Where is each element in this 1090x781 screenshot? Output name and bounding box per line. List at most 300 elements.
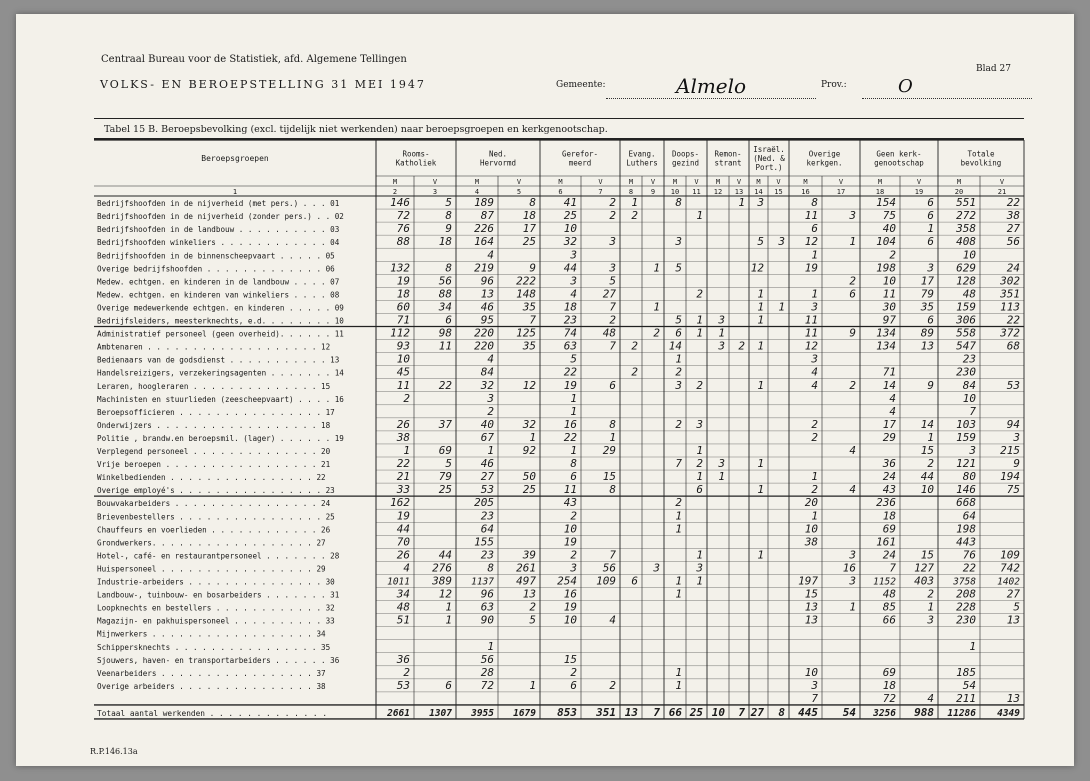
cell-value: 72 (396, 209, 410, 223)
cell-value: 3 (849, 548, 856, 562)
cell-value: 5 (445, 196, 452, 210)
cell-value: 1 (696, 444, 703, 457)
cell-value: 95 (480, 313, 494, 327)
cell-value: 4 (811, 365, 818, 379)
cell-value: 3758 (953, 576, 976, 588)
cell-value: 93 (396, 339, 410, 353)
cell-value: 3 (811, 678, 818, 692)
cell-value: 6 (811, 222, 818, 236)
cell-value: 742 (1000, 561, 1020, 575)
cell-value: 185 (956, 665, 976, 679)
sex-subheader: M (803, 178, 808, 186)
cell-value: 5 (570, 352, 577, 366)
cell-value: 1 (445, 600, 452, 614)
row-label: Bedienaars van de godsdienst . . . . . . . . . . . 13 (97, 355, 340, 365)
cell-value: 3 (696, 417, 703, 431)
cell-value: 27 (1006, 587, 1020, 601)
cell-value: 2 (570, 509, 577, 523)
cell-value: 3 (718, 313, 725, 327)
cell-value: 63 (563, 339, 577, 353)
cell-value: 3 (675, 235, 682, 249)
column-number: 5 (516, 188, 522, 196)
sex-subheader: V (776, 178, 781, 186)
cell-value: 148 (516, 287, 536, 301)
cell-value: 11 (438, 339, 452, 353)
cell-value: 11 (563, 483, 577, 497)
cell-value: 155 (474, 535, 494, 549)
cell-value: 5 (757, 235, 764, 249)
cell-value: 3 (487, 391, 494, 405)
cell-value: 3 (696, 561, 703, 575)
cell-value: 16 (563, 587, 577, 601)
cell-value: 85 (882, 600, 896, 614)
cell-value: 69 (882, 665, 896, 679)
row-label: Overige bedrijfshoofden . . . . . . . . . . . . . 06 (97, 264, 335, 274)
cell-value: 22 (563, 365, 577, 379)
cell-value: 34 (438, 300, 452, 314)
row-label: Bedrijfshoofden in de nijverheid (met pers.) . . . 01 (97, 199, 340, 209)
cell-value: 13 (1006, 613, 1020, 627)
row-label: Bedrijfshoofden in de landbouw . . . . . . . . . . 03 (97, 225, 340, 235)
cell-value: 6 (849, 287, 856, 301)
cell-value: 2 (696, 457, 703, 471)
cell-value: 358 (956, 222, 976, 236)
cell-value: 194 (1000, 470, 1020, 484)
total-value: 25 (689, 705, 703, 719)
cell-value: 2 (403, 391, 410, 405)
cell-value: 25 (522, 483, 536, 497)
cell-value: 6 (927, 196, 934, 210)
total-value: 54 (842, 705, 856, 719)
cell-value: 7 (609, 300, 616, 314)
total-value: 2661 (387, 707, 410, 719)
cell-value: 128 (956, 274, 976, 288)
cell-value: 5 (445, 457, 452, 471)
cell-value: 12 (438, 587, 452, 601)
cell-value: 13 (804, 600, 818, 614)
cell-value: 18 (396, 287, 410, 301)
cell-value: 48 (962, 287, 976, 301)
cell-value: 3 (849, 574, 856, 588)
total-value: 3256 (873, 707, 896, 719)
cell-value: 27 (480, 470, 494, 484)
sex-subheader: V (736, 178, 742, 186)
cell-value: 222 (516, 274, 536, 288)
cell-value: 2 (609, 196, 616, 210)
cell-value: 36 (396, 652, 410, 666)
cell-value: 7 (529, 313, 536, 327)
cell-value: 403 (914, 574, 934, 588)
cell-value: 4 (849, 444, 856, 457)
row-label: Sjouwers, haven- en transportarbeiders . . . . . . 36 (97, 655, 340, 665)
cell-value: 1 (927, 222, 934, 236)
cell-value: 15 (920, 444, 934, 457)
cell-value: 30 (882, 300, 896, 314)
cell-value: 146 (956, 483, 976, 497)
cell-value: 18 (882, 678, 896, 692)
cell-value: 20 (804, 496, 818, 510)
column-number: 3 (432, 188, 438, 196)
cell-value: 84 (480, 365, 494, 379)
cell-value: 43 (882, 483, 896, 497)
cell-value: 15 (563, 652, 577, 666)
cell-value: 1 (849, 600, 856, 614)
cell-value: 1 (403, 444, 410, 457)
cell-value: 80 (962, 470, 976, 484)
cell-value: 6 (927, 313, 934, 327)
cell-value: 408 (956, 235, 976, 249)
cell-value: 10 (563, 613, 577, 627)
cell-value: 302 (1000, 274, 1020, 288)
cell-value: 74 (563, 326, 577, 340)
cell-value: 22 (1006, 313, 1020, 327)
cell-value: 8 (445, 209, 452, 223)
column-number: 10 (670, 188, 680, 196)
cell-value: 109 (1000, 548, 1020, 562)
cell-value: 1 (849, 235, 856, 249)
cell-value: 26 (396, 417, 410, 431)
cell-value: 547 (956, 339, 976, 353)
cell-value: 60 (396, 300, 410, 314)
cell-value: 16 (563, 417, 577, 431)
column-number: 9 (650, 188, 656, 196)
cell-value: 21 (396, 470, 410, 484)
row-label: Landbouw-, tuinbouw- en bosarbeiders . . . . . . . 31 (97, 590, 340, 600)
cell-value: 54 (962, 678, 976, 692)
row-label: Ambtenaren . . . . . . . . . . . . . . . . . . . 12 (97, 342, 331, 352)
cell-value: 132 (390, 261, 410, 275)
sex-subheader: M (474, 178, 480, 186)
total-value: 3955 (471, 707, 494, 719)
cell-value: 16 (842, 561, 856, 575)
cell-value: 71 (396, 313, 410, 327)
cell-value: 29 (882, 430, 896, 444)
cell-value: 272 (956, 209, 976, 223)
row-label: Loopknechts en bestellers . . . . . . . . . . . . 32 (97, 603, 335, 613)
cell-value: 24 (1006, 261, 1020, 275)
cell-value: 44 (563, 261, 577, 275)
cell-value: 1 (738, 196, 745, 210)
cell-value: 4 (849, 483, 856, 497)
cell-value: 8 (570, 457, 577, 471)
cell-value: 6 (609, 378, 616, 392)
cell-value: 6 (675, 326, 682, 340)
cell-value: 9 (445, 222, 452, 236)
column-group-header: Totale (967, 149, 995, 159)
cell-value: 38 (804, 535, 818, 549)
cell-value: 7 (889, 561, 896, 575)
cell-value: 219 (474, 261, 494, 275)
column-group-header: strant (714, 158, 742, 168)
cell-value: 56 (480, 652, 494, 666)
cell-value: 6 (445, 678, 452, 692)
cell-value: 15 (602, 470, 616, 484)
cell-value: 1 (487, 444, 494, 457)
cell-value: 261 (516, 561, 536, 575)
cell-value: 351 (1000, 287, 1020, 301)
cell-value: 96 (480, 587, 494, 601)
cell-value: 1 (757, 483, 764, 497)
cell-value: 10 (804, 522, 818, 536)
cell-value: 35 (522, 339, 536, 353)
column-group-header: Doops- (671, 149, 700, 159)
cell-value: 134 (876, 326, 896, 340)
cell-value: 226 (474, 222, 494, 236)
cell-value: 53 (480, 483, 494, 497)
cell-value: 3 (570, 248, 577, 262)
column-number: 1 (232, 188, 238, 196)
cell-value: 551 (956, 196, 976, 210)
cell-value: 1 (696, 470, 703, 484)
total-value: 7 (738, 705, 745, 719)
cell-value: 24 (882, 548, 896, 562)
cell-value: 56 (602, 561, 616, 575)
column-group-header: kerkgen. (806, 158, 843, 168)
cell-value: 22 (396, 457, 410, 471)
cell-value: 7 (969, 404, 976, 418)
cell-value: 68 (1006, 339, 1020, 353)
cell-value: 1 (445, 613, 452, 627)
cell-value: 3 (969, 444, 976, 457)
column-group-header: Evang. (628, 149, 656, 159)
cell-value: 164 (474, 235, 494, 249)
row-label: Overige medewerkende echtgen. en kinderen . . . . . 09 (97, 303, 344, 313)
column-group-header: Remon- (714, 149, 742, 159)
cell-value: 3 (757, 196, 764, 210)
cell-value: 2 (696, 378, 703, 392)
cell-value: 2 (631, 365, 638, 379)
cell-value: 2 (675, 496, 682, 510)
row-label: Machinisten en stuurlieden (zeescheepvaart) . . . . 16 (97, 394, 344, 404)
cell-value: 4 (889, 391, 896, 405)
row-label: Industrie-arbeiders . . . . . . . . . . . . . . . 30 (97, 577, 335, 587)
cell-value: 76 (962, 548, 976, 562)
column-group-header: (Ned. & (753, 154, 785, 163)
cell-value: 43 (563, 496, 577, 510)
cell-value: 23 (962, 352, 976, 366)
total-value: 66 (668, 705, 682, 719)
cell-value: 23 (563, 313, 577, 327)
cell-value: 443 (956, 535, 976, 549)
total-value: 988 (914, 705, 934, 719)
cell-value: 3 (718, 457, 725, 471)
column-group-header: bevolking (960, 158, 1002, 168)
cell-value: 44 (920, 470, 934, 484)
cell-value: 50 (522, 470, 536, 484)
column-number: 11 (692, 188, 701, 196)
cell-value: 27 (1006, 222, 1020, 236)
table-title: Tabel 15 B. Beroepsbevolking (excl. tijdelijk niet werkenden) naar beroepsgroepen en kerkgenootschap. (104, 124, 608, 135)
sex-subheader: V (516, 178, 522, 186)
cell-value: 35 (522, 300, 536, 314)
row-label: Verplegend personeel . . . . . . . . . . . . . . 20 (97, 447, 331, 456)
cell-value: 1 (529, 678, 536, 692)
cell-value: 1 (811, 287, 818, 301)
cell-value: 3 (811, 352, 818, 366)
total-value: 7 (653, 705, 660, 719)
cell-value: 14 (668, 339, 682, 353)
cell-value: 13 (804, 613, 818, 627)
cell-value: 1 (778, 300, 785, 314)
row-label: Medew. echtgen. en kinderen in de landbouw . . . . 07 (97, 277, 340, 287)
cell-value: 10 (920, 483, 934, 497)
cell-value: 11 (882, 287, 896, 301)
cell-value: 22 (962, 561, 976, 575)
row-label: Winkelbedienden . . . . . . . . . . . . . . . . 22 (97, 473, 326, 483)
cell-value: 12 (804, 235, 818, 249)
cell-value: 1 (757, 300, 764, 314)
cell-value: 1 (811, 248, 818, 262)
cell-value: 46 (480, 457, 494, 471)
cell-value: 1 (757, 548, 764, 562)
column-number: 13 (734, 188, 744, 196)
cell-value: 41 (563, 196, 577, 210)
cell-value: 26 (396, 548, 410, 562)
cell-value: 230 (956, 613, 976, 627)
cell-value: 69 (882, 522, 896, 536)
sex-subheader: V (432, 178, 438, 186)
sex-subheader: V (916, 178, 922, 186)
cell-value: 10 (882, 274, 896, 288)
column-group-header: Katholiek (395, 158, 437, 168)
cell-value: 10 (563, 522, 577, 536)
cell-value: 3 (778, 235, 785, 249)
cell-value: 87 (480, 209, 494, 223)
cell-value: 1137 (471, 576, 494, 588)
total-value: 10 (711, 705, 725, 719)
total-value: 351 (596, 705, 616, 719)
cell-value: 1 (718, 470, 725, 484)
row-label: Grondwerkers. . . . . . . . . . . . . . . . . . 27 (97, 538, 326, 548)
cell-value: 3 (570, 274, 577, 288)
bureau-header: Centraal Bureau voor de Statistiek, afd. Algemene Tellingen (101, 54, 407, 65)
census-table (16, 14, 1074, 766)
cell-value: 84 (962, 378, 976, 392)
cell-value: 1 (811, 470, 818, 484)
cell-value: 2 (529, 600, 536, 614)
cell-value: 51 (396, 613, 410, 627)
cell-value: 1 (570, 444, 577, 457)
total-value: 853 (557, 705, 577, 719)
cell-value: 1 (675, 352, 682, 366)
cell-value: 13 (522, 587, 536, 601)
cell-value: 9 (529, 261, 536, 275)
cell-value: 629 (956, 261, 976, 275)
cell-value: 36 (882, 457, 896, 471)
cell-value: 1 (927, 600, 934, 614)
cell-value: 1 (696, 326, 703, 340)
cell-value: 15 (920, 548, 934, 562)
sex-subheader: M (672, 178, 678, 186)
cell-value: 7 (675, 457, 682, 471)
column-number: 4 (474, 188, 480, 196)
cell-value: 3 (1013, 430, 1020, 444)
census-sheet (16, 14, 1074, 766)
cell-value: 1 (811, 509, 818, 523)
row-label: Handelsreizigers, verzekeringsagenten . . . . . . . 14 (97, 368, 344, 378)
sex-subheader: M (756, 178, 761, 186)
prov-label: Prov.: (821, 80, 847, 90)
cell-value: 9 (849, 326, 856, 340)
row-label: Magazijn- en pakhuispersoneel . . . . . . . . . . 33 (97, 616, 335, 626)
cell-value: 1 (631, 196, 638, 210)
column-group-header: Ned. (488, 149, 508, 159)
cell-value: 38 (396, 430, 410, 444)
cell-value: 14 (882, 378, 896, 392)
cell-value: 12 (804, 339, 818, 353)
row-label: Bedrijfshoofden in de nijverheid (zonder pers.) . . 02 (97, 212, 344, 222)
column-number: 2 (392, 188, 398, 196)
sex-subheader: M (956, 178, 962, 186)
cell-value: 72 (480, 678, 494, 692)
cell-value: 24 (882, 470, 896, 484)
cell-value: 2 (609, 678, 616, 692)
column-group-header: genootschap (874, 158, 924, 168)
cell-value: 113 (1000, 300, 1020, 314)
cell-value: 89 (920, 326, 934, 340)
cell-value: 134 (876, 339, 896, 353)
prov-value: O (898, 76, 913, 97)
cell-value: 4 (487, 248, 494, 262)
cell-value: 159 (956, 430, 976, 444)
cell-value: 1 (609, 430, 616, 444)
column-group-header: Overige (808, 149, 841, 159)
cell-value: 1 (927, 430, 934, 444)
cell-value: 7 (811, 691, 818, 705)
cell-value: 56 (438, 274, 452, 288)
cell-value: 3 (849, 209, 856, 223)
cell-value: 254 (557, 574, 577, 588)
cell-value: 94 (1006, 417, 1020, 431)
cell-value: 2 (631, 339, 638, 353)
cell-value: 71 (882, 365, 896, 379)
cell-value: 46 (480, 300, 494, 314)
cell-value: 1 (696, 548, 703, 562)
cell-value: 3 (811, 300, 818, 314)
cell-value: 154 (876, 196, 896, 210)
cell-value: 208 (956, 587, 976, 601)
cell-value: 32 (563, 235, 577, 249)
cell-value: 2 (570, 665, 577, 679)
cell-value: 14 (920, 417, 934, 431)
total-value: 445 (798, 705, 818, 719)
cell-value: 8 (529, 196, 536, 210)
cell-value: 228 (956, 600, 976, 614)
sex-subheader: M (392, 178, 398, 186)
cell-value: 22 (1006, 196, 1020, 210)
column-number: 18 (875, 188, 885, 196)
cell-value: 4 (487, 352, 494, 366)
cell-value: 4 (927, 691, 934, 705)
cell-value: 37 (438, 417, 452, 431)
column-number: 6 (558, 188, 563, 196)
cell-value: 88 (396, 235, 410, 249)
row-label: Medew. echtgen. en kinderen van winkeliers . . . . 08 (97, 290, 340, 300)
cell-value: 5 (529, 613, 536, 627)
cell-value: 4 (811, 378, 818, 392)
cell-value: 161 (876, 535, 896, 549)
cell-value: 2 (849, 378, 856, 392)
cell-value: 64 (480, 522, 494, 536)
cell-value: 1 (696, 209, 703, 223)
cell-value: 13 (480, 287, 494, 301)
cell-value: 2 (927, 587, 934, 601)
cell-value: 121 (956, 457, 976, 471)
cell-value: 53 (1006, 378, 1020, 392)
cell-value: 211 (956, 691, 976, 705)
column-number: 19 (914, 188, 924, 196)
cell-value: 103 (956, 417, 976, 431)
